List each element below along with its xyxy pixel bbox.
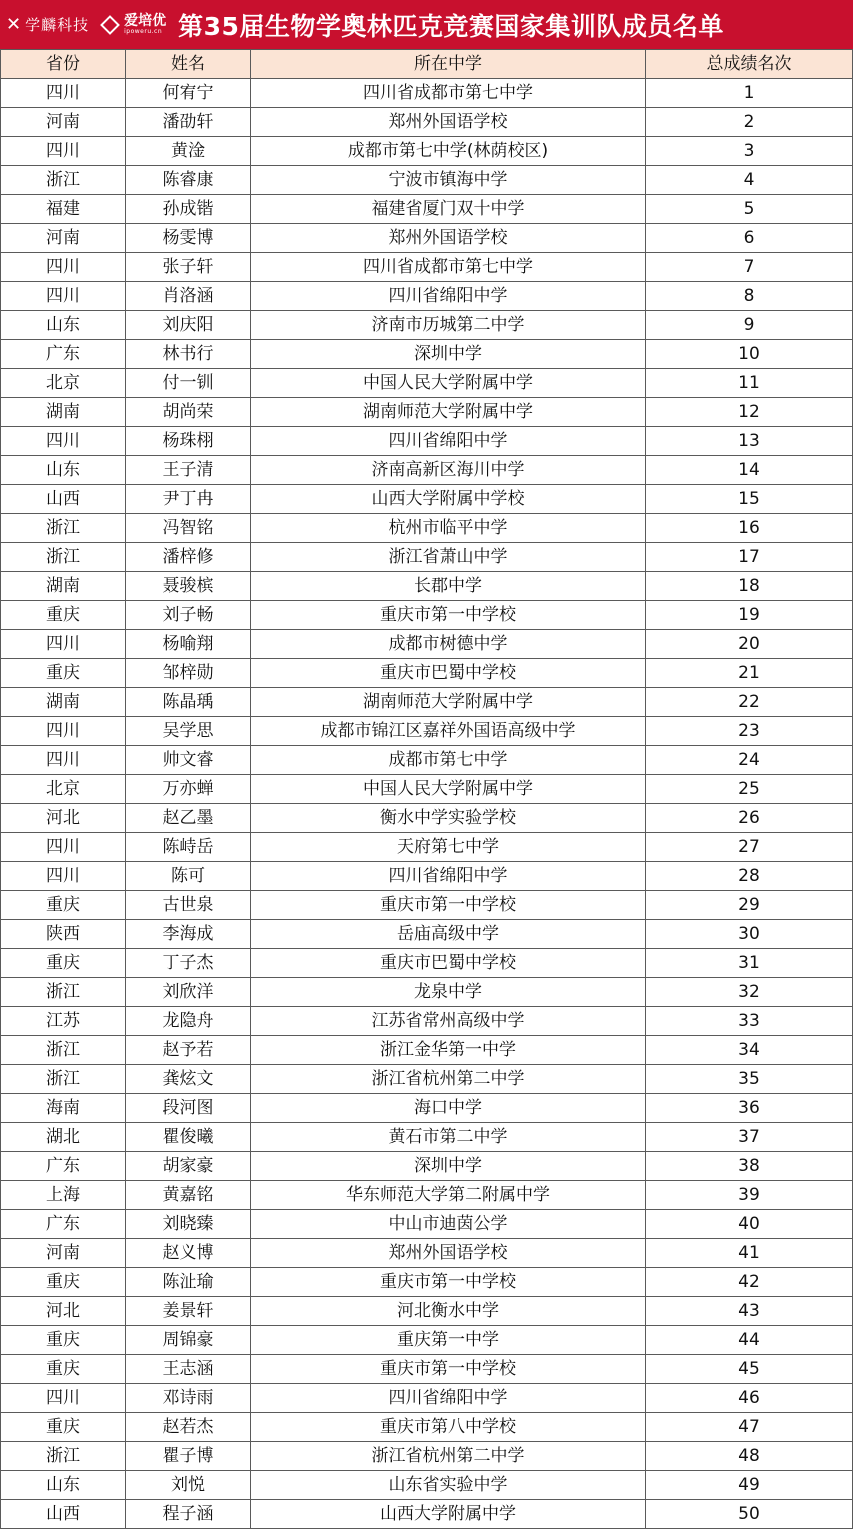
- cell-name: 赵若杰: [126, 1413, 251, 1442]
- cell-school: 山西大学附属中学: [251, 1500, 646, 1529]
- cell-school: 天府第七中学: [251, 833, 646, 862]
- cell-name: 付一钏: [126, 369, 251, 398]
- cell-name: 张子轩: [126, 253, 251, 282]
- cell-province: 河北: [1, 804, 126, 833]
- cell-name: 丁子杰: [126, 949, 251, 978]
- table-row: [1, 572, 853, 601]
- cell-rank: 4: [646, 166, 853, 195]
- cell-name: 聂骏槟: [126, 572, 251, 601]
- cell-school: 四川省成都市第七中学: [251, 79, 646, 108]
- cell-name: 陈峙岳: [126, 833, 251, 862]
- cell-name: 万亦蝉: [126, 775, 251, 804]
- cell-rank: 44: [646, 1326, 853, 1355]
- cell-school: 浙江金华第一中学: [251, 1036, 646, 1065]
- table-row: [1, 717, 853, 746]
- cell-school: 成都市第七中学: [251, 746, 646, 775]
- title-banner: [0, 0, 853, 49]
- cell-rank: 7: [646, 253, 853, 282]
- column-header-name: 姓名: [126, 50, 251, 79]
- cell-province: 山西: [1, 485, 126, 514]
- cell-school: 四川省绵阳中学: [251, 1384, 646, 1413]
- cell-school: 山西大学附属中学校: [251, 485, 646, 514]
- cell-name: 杨雯博: [126, 224, 251, 253]
- cell-province: 陕西: [1, 920, 126, 949]
- cell-province: 河南: [1, 1239, 126, 1268]
- cell-school: 长郡中学: [251, 572, 646, 601]
- aipeiyou-logo-text: 爱培优: [124, 13, 167, 29]
- cell-school: 深圳中学: [251, 340, 646, 369]
- cell-school: 郑州外国语学校: [251, 1239, 646, 1268]
- table-row: [1, 1210, 853, 1239]
- cell-name: 何宥宁: [126, 79, 251, 108]
- cell-school: 湖南师范大学附属中学: [251, 398, 646, 427]
- cell-school: 重庆市巴蜀中学校: [251, 659, 646, 688]
- column-header-rank: 总成绩名次: [646, 50, 853, 79]
- aipeiyou-logo-url: ipoweru.cn: [124, 28, 163, 35]
- cell-rank: 8: [646, 282, 853, 311]
- cell-province: 四川: [1, 427, 126, 456]
- cell-rank: 43: [646, 1297, 853, 1326]
- table-row: [1, 804, 853, 833]
- cell-school: 成都市锦江区嘉祥外国语高级中学: [251, 717, 646, 746]
- cell-name: 段河图: [126, 1094, 251, 1123]
- cell-school: 岳庙高级中学: [251, 920, 646, 949]
- cell-rank: 35: [646, 1065, 853, 1094]
- cell-school: 四川省绵阳中学: [251, 862, 646, 891]
- cell-rank: 40: [646, 1210, 853, 1239]
- cell-province: 四川: [1, 833, 126, 862]
- cell-name: 刘晓臻: [126, 1210, 251, 1239]
- cell-name: 周锦豪: [126, 1326, 251, 1355]
- cell-name: 陈沚瑜: [126, 1268, 251, 1297]
- cell-province: 重庆: [1, 1268, 126, 1297]
- cell-province: 重庆: [1, 601, 126, 630]
- cell-province: 河南: [1, 224, 126, 253]
- table-row: [1, 137, 853, 166]
- cell-name: 黄嘉铭: [126, 1181, 251, 1210]
- cell-school: 海口中学: [251, 1094, 646, 1123]
- page-title: 第35届生物学奥林匹克竞赛国家集训队成员名单: [178, 11, 724, 41]
- cell-rank: 5: [646, 195, 853, 224]
- cell-school: 山东省实验中学: [251, 1471, 646, 1500]
- table-row: [1, 1384, 853, 1413]
- cell-rank: 29: [646, 891, 853, 920]
- cell-school: 四川省绵阳中学: [251, 282, 646, 311]
- table-body: [1, 79, 853, 1529]
- cell-province: 浙江: [1, 543, 126, 572]
- cell-school: 重庆第一中学: [251, 1326, 646, 1355]
- column-header-province: 省份: [1, 50, 126, 79]
- cell-name: 尹丁冉: [126, 485, 251, 514]
- cell-name: 陈睿康: [126, 166, 251, 195]
- cell-name: 程子涵: [126, 1500, 251, 1529]
- cell-province: 江苏: [1, 1007, 126, 1036]
- table-row: [1, 456, 853, 485]
- cell-province: 重庆: [1, 1355, 126, 1384]
- cell-province: 四川: [1, 253, 126, 282]
- cell-name: 吴学思: [126, 717, 251, 746]
- cell-school: 深圳中学: [251, 1152, 646, 1181]
- table-row: [1, 485, 853, 514]
- cell-school: 重庆市巴蜀中学校: [251, 949, 646, 978]
- cell-rank: 49: [646, 1471, 853, 1500]
- cell-rank: 15: [646, 485, 853, 514]
- cell-school: 中山市迪茵公学: [251, 1210, 646, 1239]
- cell-province: 浙江: [1, 1442, 126, 1471]
- cell-name: 陈晶瑀: [126, 688, 251, 717]
- cell-name: 龙隐舟: [126, 1007, 251, 1036]
- cell-province: 湖南: [1, 572, 126, 601]
- table-row: [1, 659, 853, 688]
- table-row: [1, 630, 853, 659]
- table-row: [1, 1036, 853, 1065]
- roster-table: [0, 49, 853, 1529]
- cell-province: 重庆: [1, 891, 126, 920]
- cell-province: 重庆: [1, 659, 126, 688]
- cell-province: 湖北: [1, 1123, 126, 1152]
- cell-province: 湖南: [1, 688, 126, 717]
- cell-province: 湖南: [1, 398, 126, 427]
- table-row: [1, 1268, 853, 1297]
- cell-province: 四川: [1, 862, 126, 891]
- cell-rank: 2: [646, 108, 853, 137]
- cell-school: 重庆市第一中学校: [251, 601, 646, 630]
- cell-school: 宁波市镇海中学: [251, 166, 646, 195]
- cell-school: 江苏省常州高级中学: [251, 1007, 646, 1036]
- cell-rank: 31: [646, 949, 853, 978]
- cell-province: 重庆: [1, 949, 126, 978]
- cell-province: 河南: [1, 108, 126, 137]
- cell-name: 刘欣洋: [126, 978, 251, 1007]
- cell-province: 四川: [1, 137, 126, 166]
- cell-rank: 38: [646, 1152, 853, 1181]
- cell-province: 北京: [1, 369, 126, 398]
- cell-rank: 39: [646, 1181, 853, 1210]
- cell-school: 黄石市第二中学: [251, 1123, 646, 1152]
- cell-school: 郑州外国语学校: [251, 224, 646, 253]
- table-row: [1, 79, 853, 108]
- table-row: [1, 340, 853, 369]
- cell-name: 刘子畅: [126, 601, 251, 630]
- cell-province: 山东: [1, 456, 126, 485]
- cell-rank: 6: [646, 224, 853, 253]
- cell-school: 中国人民大学附属中学: [251, 369, 646, 398]
- cell-name: 帅文睿: [126, 746, 251, 775]
- cell-school: 重庆市第一中学校: [251, 891, 646, 920]
- table-row: [1, 398, 853, 427]
- table-row: [1, 1065, 853, 1094]
- table-row: [1, 891, 853, 920]
- cell-rank: 41: [646, 1239, 853, 1268]
- cell-rank: 1: [646, 79, 853, 108]
- table-row: [1, 166, 853, 195]
- cell-province: 山东: [1, 311, 126, 340]
- cell-province: 海南: [1, 1094, 126, 1123]
- cell-province: 浙江: [1, 1065, 126, 1094]
- cell-province: 山东: [1, 1471, 126, 1500]
- cell-name: 黄淦: [126, 137, 251, 166]
- cell-rank: 17: [646, 543, 853, 572]
- cell-rank: 14: [646, 456, 853, 485]
- cell-name: 王志涵: [126, 1355, 251, 1384]
- cell-name: 杨喻翔: [126, 630, 251, 659]
- table-row: [1, 1413, 853, 1442]
- cell-province: 四川: [1, 746, 126, 775]
- cell-school: 四川省绵阳中学: [251, 427, 646, 456]
- cell-name: 王子清: [126, 456, 251, 485]
- cell-rank: 50: [646, 1500, 853, 1529]
- cell-rank: 13: [646, 427, 853, 456]
- cell-province: 广东: [1, 1210, 126, 1239]
- table-row: [1, 1297, 853, 1326]
- table-row: [1, 688, 853, 717]
- table-row: [1, 775, 853, 804]
- cell-rank: 30: [646, 920, 853, 949]
- cell-school: 重庆市第一中学校: [251, 1355, 646, 1384]
- cell-rank: 26: [646, 804, 853, 833]
- cell-rank: 27: [646, 833, 853, 862]
- cell-rank: 9: [646, 311, 853, 340]
- table-row: [1, 1152, 853, 1181]
- cell-rank: 46: [646, 1384, 853, 1413]
- cell-school: 重庆市第八中学校: [251, 1413, 646, 1442]
- cell-name: 陈可: [126, 862, 251, 891]
- cell-rank: 12: [646, 398, 853, 427]
- aipeiyou-logo: [103, 14, 166, 35]
- cell-name: 肖洛涵: [126, 282, 251, 311]
- cell-school: 杭州市临平中学: [251, 514, 646, 543]
- cell-name: 刘悦: [126, 1471, 251, 1500]
- cell-name: 瞿俊曦: [126, 1123, 251, 1152]
- cell-rank: 16: [646, 514, 853, 543]
- cell-rank: 21: [646, 659, 853, 688]
- cell-school: 衡水中学实验学校: [251, 804, 646, 833]
- cell-rank: 23: [646, 717, 853, 746]
- cell-rank: 11: [646, 369, 853, 398]
- cell-rank: 20: [646, 630, 853, 659]
- table-row: [1, 746, 853, 775]
- xuelin-logo: [6, 14, 89, 35]
- cell-name: 赵乙墨: [126, 804, 251, 833]
- cell-school: 浙江省杭州第二中学: [251, 1442, 646, 1471]
- cell-school: 浙江省萧山中学: [251, 543, 646, 572]
- table-row: [1, 369, 853, 398]
- cell-name: 孙成锴: [126, 195, 251, 224]
- cell-rank: 33: [646, 1007, 853, 1036]
- cell-province: 北京: [1, 775, 126, 804]
- table-row: [1, 601, 853, 630]
- cell-rank: 37: [646, 1123, 853, 1152]
- table-row: [1, 920, 853, 949]
- table-row: [1, 833, 853, 862]
- cell-province: 广东: [1, 1152, 126, 1181]
- cell-province: 四川: [1, 1384, 126, 1413]
- table-row: [1, 862, 853, 891]
- cell-province: 福建: [1, 195, 126, 224]
- cell-name: 胡家豪: [126, 1152, 251, 1181]
- cell-rank: 18: [646, 572, 853, 601]
- cell-school: 华东师范大学第二附属中学: [251, 1181, 646, 1210]
- cell-rank: 45: [646, 1355, 853, 1384]
- table-header-row: [1, 50, 853, 79]
- cell-school: 龙泉中学: [251, 978, 646, 1007]
- cell-school: 郑州外国语学校: [251, 108, 646, 137]
- table-row: [1, 427, 853, 456]
- cell-school: 福建省厦门双十中学: [251, 195, 646, 224]
- cell-rank: 34: [646, 1036, 853, 1065]
- cell-rank: 3: [646, 137, 853, 166]
- table-row: [1, 282, 853, 311]
- cell-name: 潘劭轩: [126, 108, 251, 137]
- table-row: [1, 1471, 853, 1500]
- cell-province: 浙江: [1, 514, 126, 543]
- cell-school: 重庆市第一中学校: [251, 1268, 646, 1297]
- cell-rank: 10: [646, 340, 853, 369]
- cell-name: 李海成: [126, 920, 251, 949]
- table-row: [1, 543, 853, 572]
- cell-school: 成都市树德中学: [251, 630, 646, 659]
- cell-name: 姜景轩: [126, 1297, 251, 1326]
- diamond-logo-icon: [100, 15, 120, 35]
- table-row: [1, 1442, 853, 1471]
- cell-name: 古世泉: [126, 891, 251, 920]
- table-row: [1, 1007, 853, 1036]
- cell-province: 上海: [1, 1181, 126, 1210]
- cell-province: 浙江: [1, 1036, 126, 1065]
- cell-rank: 24: [646, 746, 853, 775]
- table-row: [1, 108, 853, 137]
- cell-name: 杨珠栩: [126, 427, 251, 456]
- cell-school: 浙江省杭州第二中学: [251, 1065, 646, 1094]
- table-row: [1, 224, 853, 253]
- cell-name: 龚炫文: [126, 1065, 251, 1094]
- cell-province: 重庆: [1, 1413, 126, 1442]
- cell-school: 四川省成都市第七中学: [251, 253, 646, 282]
- table-row: [1, 1500, 853, 1529]
- table-row: [1, 1355, 853, 1384]
- cell-province: 广东: [1, 340, 126, 369]
- table-row: [1, 1181, 853, 1210]
- cell-province: 重庆: [1, 1326, 126, 1355]
- cell-name: 瞿子博: [126, 1442, 251, 1471]
- cell-school: 湖南师范大学附属中学: [251, 688, 646, 717]
- table-row: [1, 1239, 853, 1268]
- column-header-school: 所在中学: [251, 50, 646, 79]
- cell-name: 邓诗雨: [126, 1384, 251, 1413]
- cell-name: 刘庆阳: [126, 311, 251, 340]
- cell-school: 济南高新区海川中学: [251, 456, 646, 485]
- table-row: [1, 1094, 853, 1123]
- cell-name: 赵义博: [126, 1239, 251, 1268]
- table-row: [1, 253, 853, 282]
- cell-name: 潘梓修: [126, 543, 251, 572]
- table-row: [1, 1326, 853, 1355]
- cell-school: 成都市第七中学(林荫校区): [251, 137, 646, 166]
- cell-rank: 42: [646, 1268, 853, 1297]
- cell-school: 济南市历城第二中学: [251, 311, 646, 340]
- cell-province: 四川: [1, 630, 126, 659]
- table-row: [1, 978, 853, 1007]
- cell-rank: 28: [646, 862, 853, 891]
- cell-province: 浙江: [1, 166, 126, 195]
- cell-rank: 47: [646, 1413, 853, 1442]
- table-row: [1, 1123, 853, 1152]
- cell-rank: 25: [646, 775, 853, 804]
- cell-rank: 22: [646, 688, 853, 717]
- cell-name: 冯智铭: [126, 514, 251, 543]
- table-row: [1, 311, 853, 340]
- cell-name: 赵予若: [126, 1036, 251, 1065]
- cell-province: 四川: [1, 717, 126, 746]
- cell-province: 四川: [1, 282, 126, 311]
- cell-school: 河北衡水中学: [251, 1297, 646, 1326]
- cell-name: 林书行: [126, 340, 251, 369]
- cell-name: 邹梓勋: [126, 659, 251, 688]
- cell-school: 中国人民大学附属中学: [251, 775, 646, 804]
- cell-rank: 19: [646, 601, 853, 630]
- xuelin-logo-text: 学麟科技: [25, 16, 90, 34]
- cell-province: 四川: [1, 79, 126, 108]
- table-row: [1, 949, 853, 978]
- cell-name: 胡尚荣: [126, 398, 251, 427]
- cell-rank: 36: [646, 1094, 853, 1123]
- cell-province: 浙江: [1, 978, 126, 1007]
- cell-rank: 48: [646, 1442, 853, 1471]
- cell-province: 山西: [1, 1500, 126, 1529]
- table-row: [1, 195, 853, 224]
- cell-rank: 32: [646, 978, 853, 1007]
- cell-province: 河北: [1, 1297, 126, 1326]
- table-row: [1, 514, 853, 543]
- xuelin-logo-icon: ✕: [6, 14, 20, 35]
